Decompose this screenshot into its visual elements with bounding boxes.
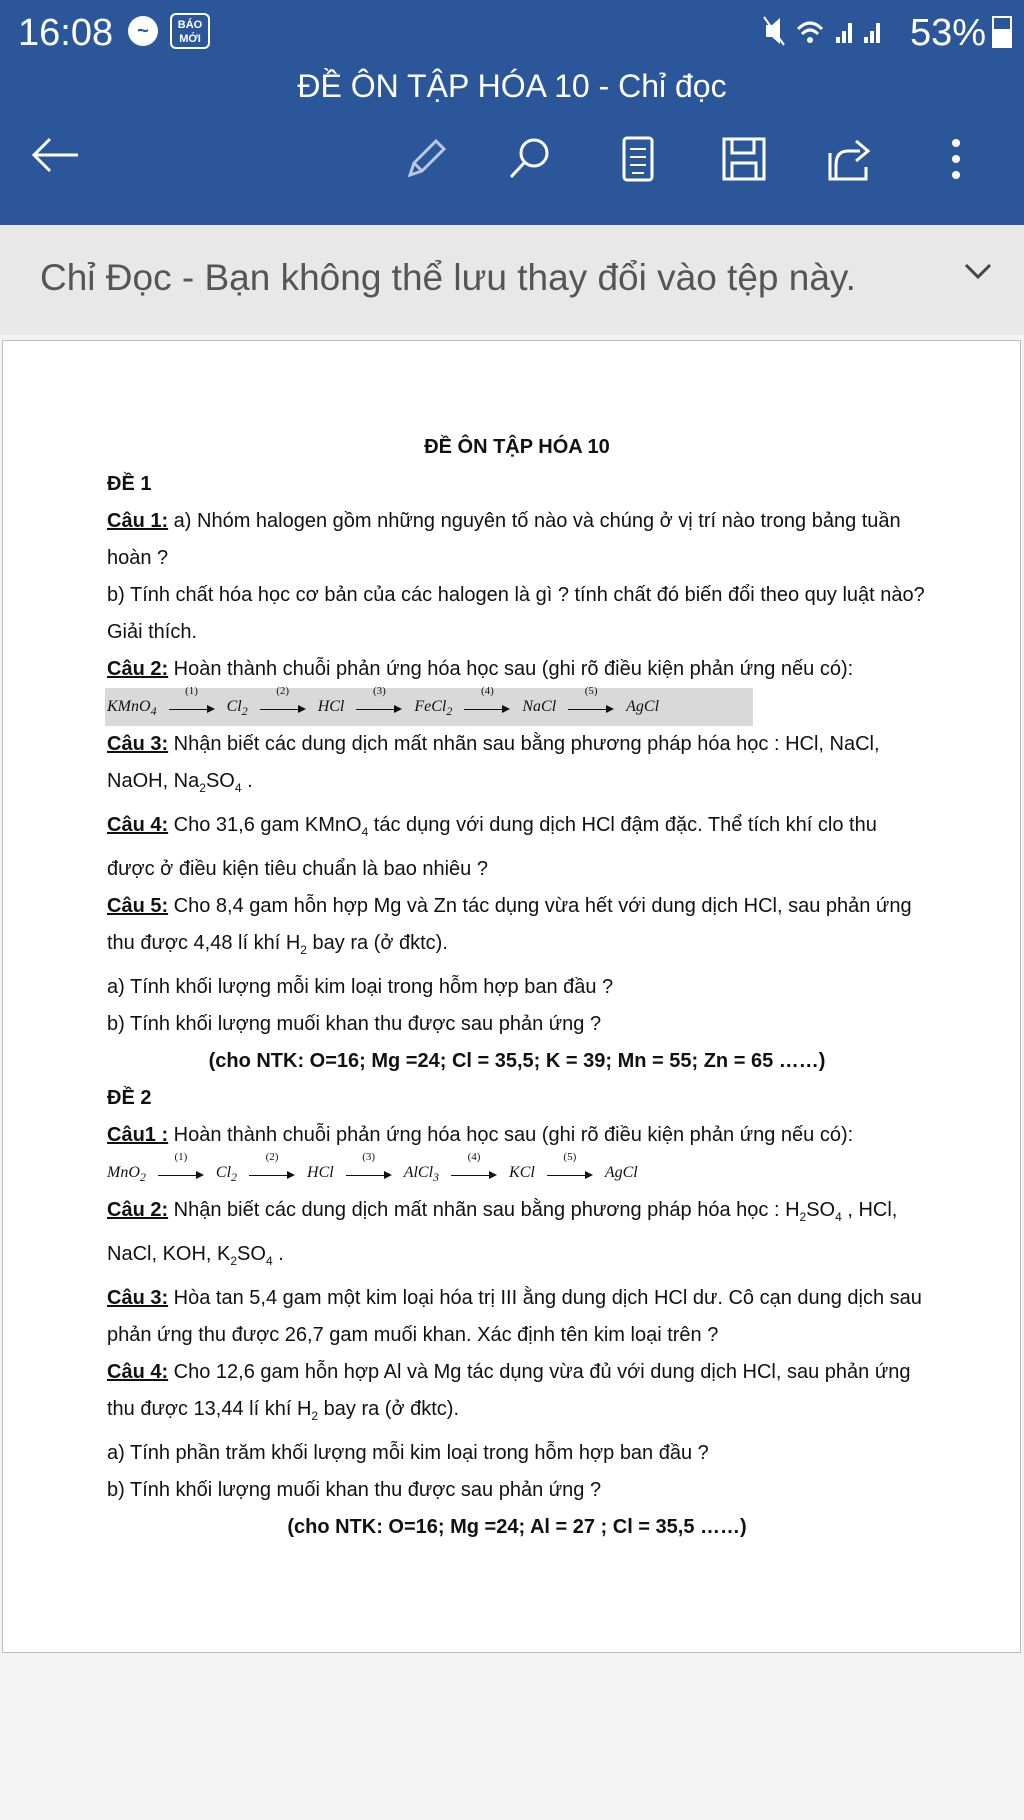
de1-question-3: Câu 3: Nhận biết các dung dịch mất nhãn sau bằng phương pháp hóa học : HCl, NaCl, NaOH, $Na_2SO_4$ . xyxy=(107,733,880,795)
document-content xyxy=(107,429,927,1546)
de1-question-5a: a) Tính khối lượng mỗi kim loại trong hỗm hợp ban đầu ? xyxy=(107,976,614,998)
de2-note: (cho NTK: O=16; Mg =24; Al = 27 ; Cl = 35,5 ……) xyxy=(287,1516,747,1538)
de1-question-4: Câu 4: Cho 31,6 gam KMnO$_4$ tác dụng với dung dịch HCl đậm đặc. Thể tích khí clo thu được ở điều kiện tiêu chuẩn là bao nhiêu ? xyxy=(107,814,877,880)
battery-icon xyxy=(992,16,1012,48)
de1-reaction-chain: KMnO$_4$ (1) $Cl_2$ (2) HCl (3) FeCl$_2$ (4) NaCl (5) AgCl xyxy=(105,688,753,726)
document-title: ĐỀ ÔN TẬP HÓA 10 - Chỉ đọc xyxy=(297,68,727,104)
de1-question-5: Câu 5: Cho 8,4 gam hỗn hợp Mg và Zn tác dụng vừa hết với dung dịch HCl, sau phản ứng thu được 4,48 lí khí $H_2$ bay ra (ở đktc). xyxy=(107,895,912,957)
de2-question-2: Câu 2: Nhận biết các dung dịch mất nhãn sau bằng phương pháp hóa học : $H_2SO_4$ , HCl, NaCl, KOH, $K_2SO_4$ . xyxy=(107,1199,898,1268)
de2-reaction-chain: MnO$_2$ (1) $Cl_2$ (2) HCl (3) AlCl$_3$ (4) KCl (5) AgCl xyxy=(107,1151,638,1185)
readonly-message: Chỉ Đọc - Bạn không thể lưu thay đổi vào tệp này. xyxy=(40,257,856,298)
document-page xyxy=(2,340,1021,1653)
chevron-down-icon[interactable] xyxy=(962,261,994,286)
share-icon[interactable] xyxy=(826,135,876,188)
de2-question-1: Câu1 : Hoàn thành chuỗi phản ứng hóa học sau (ghi rõ điều kiện phản ứng nếu có): xyxy=(107,1124,854,1146)
baomoi-icon: BÁO MỚI xyxy=(170,13,210,49)
pencil-icon[interactable] xyxy=(402,135,450,188)
toolbar xyxy=(0,135,1024,205)
de1-note: (cho NTK: O=16; Mg =24; Cl = 35,5; K = 39; Mn = 55; Zn = 65 ……) xyxy=(208,1050,826,1072)
readonly-banner xyxy=(0,225,1024,335)
mute-wifi-signal-icon xyxy=(762,15,892,47)
status-bar xyxy=(0,0,1024,62)
de1-question-5b: b) Tính khối lượng muối khan thu được sau phản ứng ? xyxy=(107,1013,602,1035)
de2-heading: ĐỀ 2 xyxy=(107,1087,152,1109)
clock: 16:08 xyxy=(18,12,114,54)
save-icon[interactable] xyxy=(720,135,768,188)
doc-heading: ĐỀ ÔN TẬP HÓA 10 xyxy=(424,436,610,458)
more-icon[interactable] xyxy=(946,135,966,188)
search-icon[interactable] xyxy=(506,135,554,188)
battery-percent: 53% xyxy=(909,12,986,54)
de1-question-1b: b) Tính chất hóa học cơ bản của các halogen là gì ? tính chất đó biến đổi theo quy luật nào? Giải thích. xyxy=(107,584,925,643)
de1-question-1: Câu 1: a) Nhóm halogen gồm những nguyên tố nào và chúng ở vị trí nào trong bảng tuần hoàn ? xyxy=(107,510,901,569)
back-arrow-icon[interactable] xyxy=(30,135,82,180)
de2-question-4a: a) Tính phần trăm khối lượng mỗi kim loại trong hỗm hợp ban đầu ? xyxy=(107,1442,709,1464)
de2-question-3: Câu 3: Hòa tan 5,4 gam một kim loại hóa trị III ằng dung dịch HCl dư. Cô cạn dung dịch sau phản ứng thu được 26,7 gam muối khan. Xác định tên kim loại trên ? xyxy=(107,1287,922,1346)
app-header xyxy=(0,0,1024,225)
de1-question-2: Câu 2: Hoàn thành chuỗi phản ứng hóa học sau (ghi rõ điều kiện phản ứng nếu có): xyxy=(107,658,854,680)
reading-view-icon[interactable] xyxy=(618,135,658,188)
de2-question-4: Câu 4: Cho 12,6 gam hỗn hợp Al và Mg tác dụng vừa đủ với dung dịch HCl, sau phản ứng thu được 13,44 lí khí $H_2$ bay ra (ở đktc). xyxy=(107,1361,911,1423)
messenger-icon: ~ xyxy=(128,16,158,46)
de2-question-4b: b) Tính khối lượng muối khan thu được sau phản ứng ? xyxy=(107,1479,602,1501)
signal-icons xyxy=(762,15,892,54)
de1-heading: ĐỀ 1 xyxy=(107,473,152,495)
